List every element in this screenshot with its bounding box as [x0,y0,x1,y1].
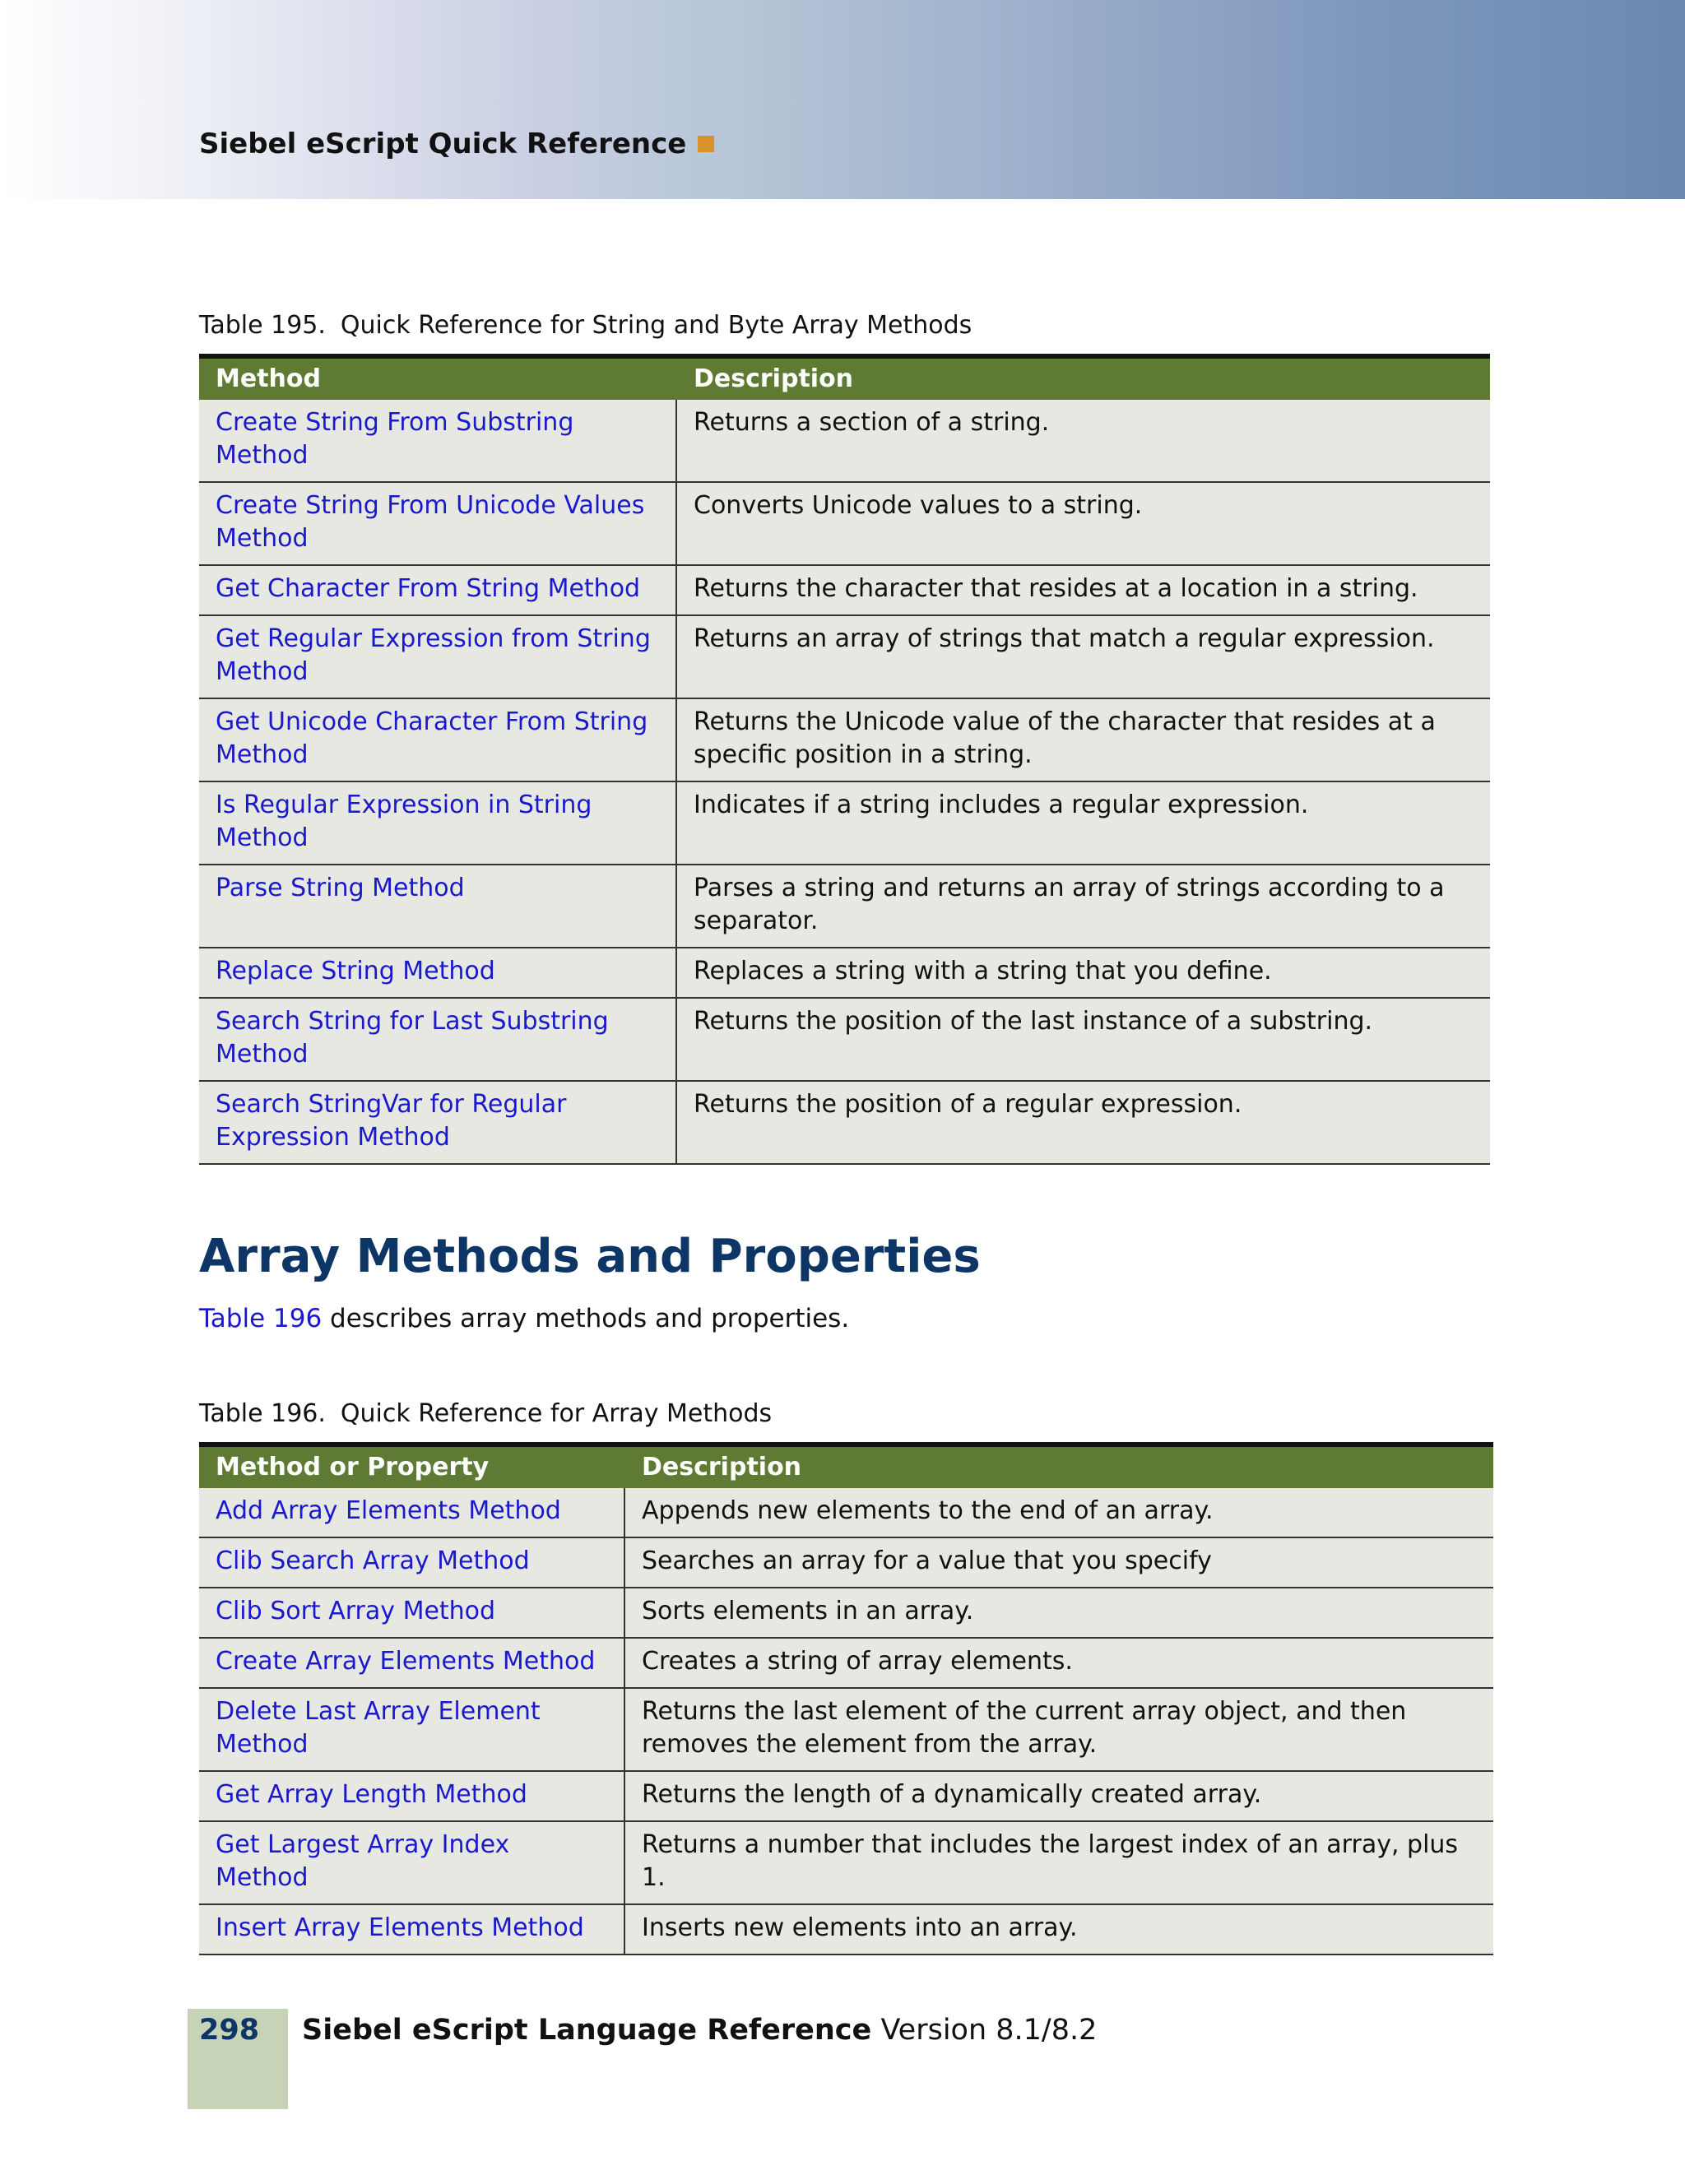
method-description: Returns a number that includes the largest index of an array, plus 1. [624,1821,1493,1904]
table-row [199,1638,1493,1688]
table-row [199,1537,1493,1588]
method-description: Returns an array of strings that match a regular expression. [676,615,1490,698]
method-link[interactable]: Is Regular Expression in String Method [199,781,676,865]
method-description: Searches an array for a value that you specify [624,1537,1493,1588]
method-description: Converts Unicode values to a string. [676,482,1490,565]
footer-book-title: Siebel eScript Language Reference [302,2014,872,2047]
method-description: Replaces a string with a string that you define. [676,948,1490,998]
table-195 [199,354,1490,1165]
method-description: Returns a section of a string. [676,400,1490,482]
table-row [199,1821,1493,1904]
header-band [0,0,1685,199]
table-row [199,698,1490,781]
table-196-link[interactable]: Table 196 [199,1304,323,1333]
method-description: Appends new elements to the end of an array. [624,1488,1493,1537]
column-header-description: Description [676,356,1490,400]
table-header-row [199,1444,1493,1488]
column-header-method: Method [199,356,676,400]
method-link[interactable]: Create String From Unicode Values Method [199,482,676,565]
table-row [199,1588,1493,1638]
caption-text: Quick Reference for Array Methods [340,1399,773,1428]
table-row [199,1081,1490,1164]
method-description: Indicates if a string includes a regular expression. [676,781,1490,865]
caption-text: Quick Reference for String and Byte Array Methods [340,311,972,340]
method-link[interactable]: Clib Search Array Method [199,1537,624,1588]
method-link[interactable]: Get Array Length Method [199,1771,624,1821]
table-195-caption [199,311,972,340]
method-description: Creates a string of array elements. [624,1638,1493,1688]
caption-label: Table 195. [199,311,326,340]
method-link[interactable]: Get Largest Array Index Method [199,1821,624,1904]
method-description: Inserts new elements into an array. [624,1904,1493,1954]
footer [302,2014,1097,2047]
table-row [199,998,1490,1081]
method-link[interactable]: Get Regular Expression from String Method [199,615,676,698]
table-row [199,1904,1493,1954]
table-header-row [199,356,1490,400]
method-link[interactable]: Insert Array Elements Method [199,1904,624,1954]
column-header-description: Description [624,1444,1493,1488]
method-description: Returns the length of a dynamically created array. [624,1771,1493,1821]
header-square-icon [698,136,714,152]
method-description: Returns the last element of the current array object, and then removes the element from the array. [624,1688,1493,1771]
table-row [199,865,1490,948]
running-header [199,128,714,160]
method-description: Parses a string and returns an array of strings according to a separator. [676,865,1490,948]
method-description: Returns the position of the last instance of a substring. [676,998,1490,1081]
method-link[interactable]: Clib Sort Array Method [199,1588,624,1638]
running-header-title: Siebel eScript Quick Reference [199,128,687,160]
table-row [199,781,1490,865]
method-link[interactable]: Search String for Last Substring Method [199,998,676,1081]
method-link[interactable]: Add Array Elements Method [199,1488,624,1537]
method-link[interactable]: Parse String Method [199,865,676,948]
column-header-method-or-property: Method or Property [199,1444,624,1488]
method-link[interactable]: Get Unicode Character From String Method [199,698,676,781]
table-row [199,482,1490,565]
table-196 [199,1442,1493,1955]
table-195-body [199,400,1490,1164]
method-link[interactable]: Search StringVar for Regular Expression Method [199,1081,676,1164]
caption-label: Table 196. [199,1399,326,1428]
footer-version: Version 8.1/8.2 [880,2014,1098,2047]
method-link[interactable]: Replace String Method [199,948,676,998]
section-title: Array Methods and Properties [199,1230,981,1283]
table-row [199,948,1490,998]
method-description: Returns the position of a regular expression. [676,1081,1490,1164]
table-row [199,1688,1493,1771]
method-link[interactable]: Delete Last Array Element Method [199,1688,624,1771]
table-row [199,1488,1493,1537]
table-196-caption [199,1399,772,1428]
method-description: Returns the Unicode value of the character that resides at a specific position in a string. [676,698,1490,781]
method-link[interactable]: Get Character From String Method [199,565,676,615]
method-link[interactable]: Create String From Substring Method [199,400,676,482]
method-description: Returns the character that resides at a location in a string. [676,565,1490,615]
page-number: 298 [199,2014,260,2047]
method-description: Sorts elements in an array. [624,1588,1493,1638]
intro-text: describes array methods and properties. [322,1304,850,1333]
method-link[interactable]: Create Array Elements Method [199,1638,624,1688]
table-196-body [199,1488,1493,1954]
section-intro [199,1304,849,1333]
table-row [199,400,1490,482]
table-row [199,1771,1493,1821]
table-row [199,615,1490,698]
table-row [199,565,1490,615]
